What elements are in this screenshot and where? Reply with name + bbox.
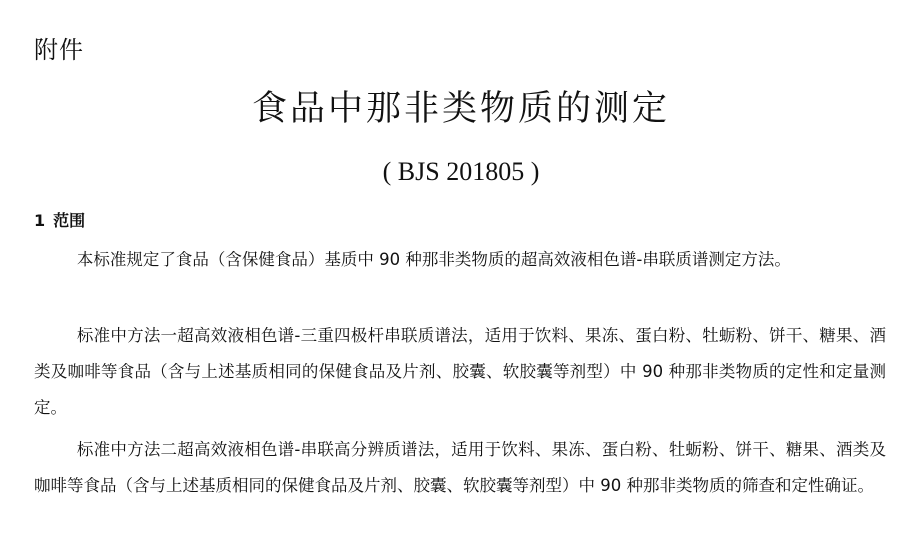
standard-code: ( BJS 201805 ) [382,157,540,186]
paragraph-method-one: 标准中方法一超高效液相色谱-三重四极杆串联质谱法，适用于饮料、果冻、蛋白粉、牡蛎粉、饼干、糖果、酒类及咖啡等食品（含与上述基质相同的保健食品及片剂、胶囊、软胶囊等剂型）中 90 种那非类物质的定性和定量测定。 [34,326,886,417]
section-title: 范围 [53,211,86,230]
section-number: 1 [34,211,46,230]
paragraph-scope: 本标准规定了食品（含保健食品）基质中 90 种那非类物质的超高效液相色谱-串联质谱测定方法。 [76,250,791,269]
paragraph-method-two: 标准中方法二超高效液相色谱-串联高分辨质谱法，适用于饮料、果冻、蛋白粉、牡蛎粉、饼干、糖果、酒类及咖啡等食品（含与上述基质相同的保健食品及片剂、胶囊、软胶囊等剂型）中 90 种那非类物质的筛查和定性确证。 [34,440,886,495]
section-heading [34,207,85,235]
document-title: 食品中那非类物质的测定 [251,89,670,129]
attachment-label: 附件 [34,36,84,64]
